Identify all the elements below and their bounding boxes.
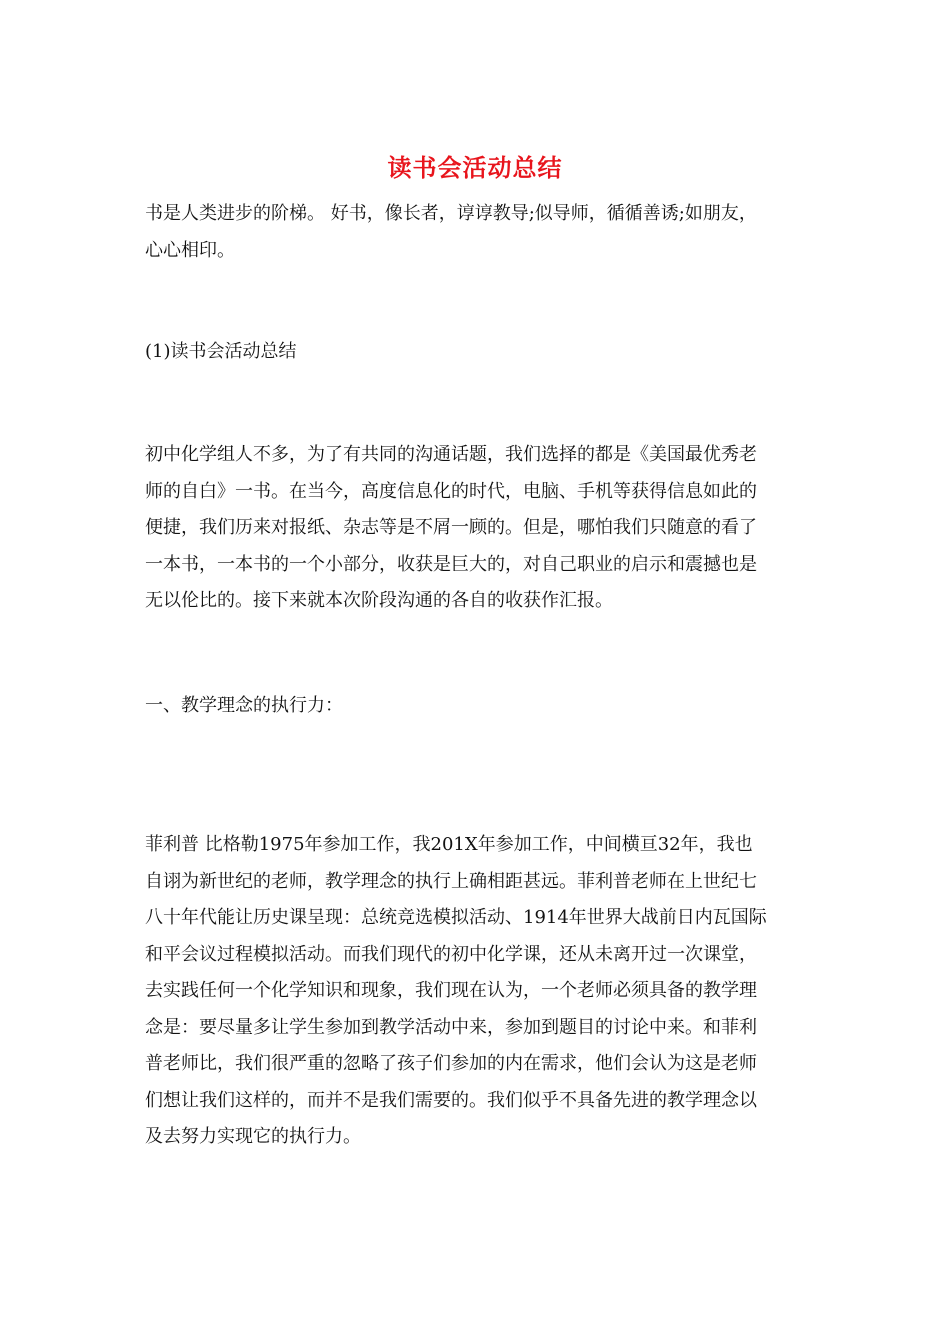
paragraph-line: 和平会议过程模拟活动。而我们现代的初中化学课，还从未离开过一次课堂， [145,943,757,965]
body-paragraph [145,827,805,1156]
paragraph-line: 八十年代能让历史课呈现：总统竞选模拟活动、1914年世界大战前日内瓦国际 [145,907,767,928]
document-title: 读书会活动总结 [387,153,563,182]
section-heading-text: (1)读书会活动总结 [145,341,297,362]
section-heading-text: 一、教学理念的执行力： [145,695,343,716]
paragraph-line: 们想让我们这样的，而并不是我们需要的。我们似乎不具备先进的教学理念以 [145,1089,757,1111]
paragraph-line: 普老师比，我们很严重的忽略了孩子们参加的内在需求，他们会认为这是老师 [145,1053,757,1074]
paragraph-line: 便捷，我们历来对报纸、杂志等是不屑一顾的。但是，哪怕我们只随意的看了 [145,517,757,538]
paragraph-line: 菲利普 比格勒1975年参加工作，我201X年参加工作，中间横亘32年，我也 [145,834,753,855]
intro-paragraph [145,196,805,269]
body-paragraph [145,437,805,620]
paragraph-line: 师的自白》一书。在当今，高度信息化的时代，电脑、手机等获得信息如此的 [145,480,757,502]
paragraph-line: 初中化学组人不多，为了有共同的沟通话题，我们选择的都是《美国最优秀老 [145,444,757,465]
paragraph-line: 念是：要尽量多让学生参加到教学活动中来，参加到题目的讨论中来。和菲利 [145,1016,757,1038]
section-heading [145,334,805,371]
paragraph-line: 及去努力实现它的执行力。 [145,1126,361,1147]
intro-line: 书是人类进步的阶梯。 好书，像长者，谆谆教导;似导师，循循善诱;如朋友， [145,203,757,224]
intro-line: 心心相印。 [145,239,235,261]
paragraph-line: 一本书，一本书的一个小部分，收获是巨大的，对自己职业的启示和震撼也是 [145,553,757,575]
paragraph-line: 去实践任何一个化学知识和现象，我们现在认为，一个老师必须具备的教学理 [145,980,757,1001]
paragraph-line: 无以伦比的。接下来就本次阶段沟通的各自的收获作汇报。 [145,590,613,611]
section-heading [145,688,805,725]
paragraph-line: 自诩为新世纪的老师，教学理念的执行上确相距甚远。菲利普老师在上世纪七 [145,870,757,892]
